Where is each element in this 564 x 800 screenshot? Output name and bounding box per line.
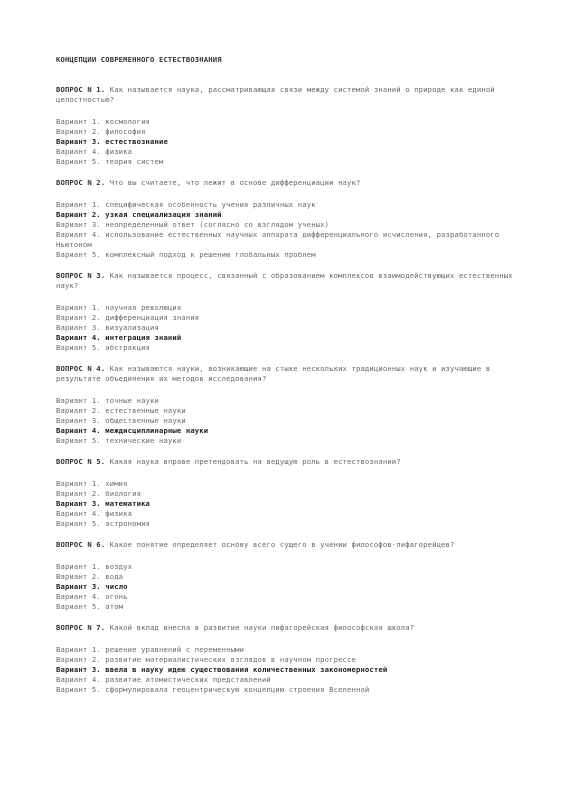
question-text bbox=[56, 623, 516, 633]
answer-option: Вариант 2. вода bbox=[56, 572, 124, 581]
question-text bbox=[56, 457, 516, 467]
question-block bbox=[56, 85, 516, 167]
question-body: Что вы считаете, что лежит в основе дифференциации наук? bbox=[109, 178, 361, 187]
answer-option: Вариант 2. дифференциация знания bbox=[56, 313, 200, 322]
question-body: Как называется процесс, связанный с образованием комплексов взаимодействующих естественных наук? bbox=[56, 271, 513, 290]
correct-answer-option: Вариант 3. математика bbox=[56, 499, 151, 508]
correct-answer-option: Вариант 4. интеграция знаний bbox=[56, 333, 182, 342]
answer-option: Вариант 4. физика bbox=[56, 509, 133, 518]
document-page bbox=[56, 55, 516, 706]
correct-answer-option: Вариант 2. узкая специализация знаний bbox=[56, 210, 222, 219]
answer-option: Вариант 1. химия bbox=[56, 479, 128, 488]
question-block bbox=[56, 364, 516, 446]
question-body: Как называется наука, рассматривающая связи между системой знаний о природе как единой целостностью? bbox=[56, 85, 495, 104]
answer-option: Вариант 2. философия bbox=[56, 127, 146, 136]
document-title: КОНЦЕПЦИИ СОВРЕМЕННОГО ЕСТЕСТВОЗНАНИЯ bbox=[56, 55, 222, 64]
question-block bbox=[56, 271, 516, 353]
answer-option: Вариант 4. огонь bbox=[56, 592, 128, 601]
question-text bbox=[56, 271, 516, 291]
correct-answer-option: Вариант 4. междисциплинарные науки bbox=[56, 426, 209, 435]
answer-option: Вариант 5. атом bbox=[56, 602, 124, 611]
answer-option: Вариант 2. биология bbox=[56, 489, 142, 498]
answer-option: Вариант 5. астрономия bbox=[56, 519, 151, 528]
correct-answer-option: Вариант 3. число bbox=[56, 582, 128, 591]
question-label: ВОПРОС N 2. bbox=[56, 178, 106, 187]
question-label: ВОПРОС N 6. bbox=[56, 540, 106, 549]
question-label: ВОПРОС N 5. bbox=[56, 457, 106, 466]
answer-option: Вариант 1. воздух bbox=[56, 562, 133, 571]
answer-option: Вариант 5. теория систем bbox=[56, 157, 164, 166]
question-body: Как называются науки, возникающие на стыке нескольких традиционных наук и изучающие в результате объединения их методов исследования? bbox=[56, 364, 491, 383]
question-text bbox=[56, 178, 516, 188]
answer-option: Вариант 2. естественные науки bbox=[56, 406, 186, 415]
answer-option: Вариант 3. неопределенный ответ (согласно со взглядом ученых) bbox=[56, 220, 330, 229]
answer-option: Вариант 4. физика bbox=[56, 147, 133, 156]
question-block bbox=[56, 540, 516, 612]
question-block bbox=[56, 457, 516, 529]
answer-option: Вариант 1. решение уравнений с переменными bbox=[56, 645, 245, 654]
answer-option: Вариант 5. сформулировала геоцентрическую концепцию строения Вселенной bbox=[56, 685, 370, 694]
question-text bbox=[56, 540, 516, 550]
answer-option: Вариант 5. комплексный подход к решению глобальных проблем bbox=[56, 250, 316, 259]
question-label: ВОПРОС N 7. bbox=[56, 623, 106, 632]
answer-option: Вариант 5. абстракция bbox=[56, 343, 151, 352]
answer-option: Вариант 5. технические науки bbox=[56, 436, 182, 445]
question-body: Какой вклад внесла в развитие науки пифагорейская философская школа? bbox=[109, 623, 415, 632]
answer-option: Вариант 1. научная революция bbox=[56, 303, 182, 312]
answer-option: Вариант 1. специфическая особенность учения различных наук bbox=[56, 200, 316, 209]
question-label: ВОПРОС N 3. bbox=[56, 271, 106, 280]
answer-option: Вариант 2. развитие материалистических взглядов в научном прогрессе bbox=[56, 655, 356, 664]
correct-answer-option: Вариант 3. естествознание bbox=[56, 137, 168, 146]
answer-option: Вариант 3. общественные науки bbox=[56, 416, 186, 425]
question-label: ВОПРОС N 1. bbox=[56, 85, 106, 94]
answer-option: Вариант 4. развитие атомистических представлений bbox=[56, 675, 271, 684]
answer-option: Вариант 1. точные науки bbox=[56, 396, 159, 405]
question-text bbox=[56, 364, 516, 384]
question-block bbox=[56, 178, 516, 260]
question-list bbox=[56, 85, 516, 695]
question-body: Какое понятие определяет основу всего сущего в учении философов-пифагорейцев? bbox=[109, 540, 455, 549]
question-block bbox=[56, 623, 516, 695]
question-body: Какая наука вправе претендовать на ведущую роль в естествознании? bbox=[109, 457, 401, 466]
answer-option: Вариант 4. использование естественных научных аппарата дифференциального исчисления, разработанного Ньютоном bbox=[56, 230, 504, 249]
answer-option: Вариант 3. визуализация bbox=[56, 323, 159, 332]
question-text bbox=[56, 85, 516, 105]
answer-option: Вариант 1. космология bbox=[56, 117, 151, 126]
question-label: ВОПРОС N 4. bbox=[56, 364, 106, 373]
correct-answer-option: Вариант 3. ввела в науку идею существования количественных закономерностей bbox=[56, 665, 388, 674]
